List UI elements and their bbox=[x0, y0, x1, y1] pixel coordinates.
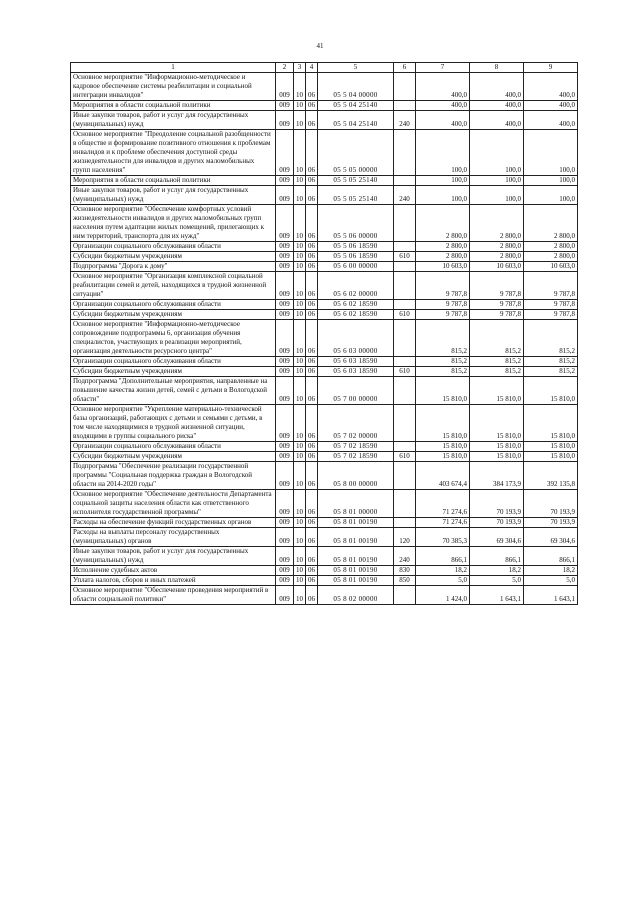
row-expense-type: 240 bbox=[394, 547, 416, 566]
row-amount-year1: 2 800,0 bbox=[416, 205, 470, 242]
row-subsection: 06 bbox=[306, 405, 318, 442]
row-amount-year2: 815,2 bbox=[470, 320, 524, 357]
row-name: Основное мероприятие "Обеспечение комфортных условий жизнедеятельности инвалидов и других маломобильных групп населения путем адаптации жилых помещений, прилегающих к ним территорий, транспорта для их нужд" bbox=[71, 205, 276, 242]
row-amount-year3: 400,0 bbox=[524, 101, 578, 111]
row-expense-type bbox=[394, 405, 416, 442]
row-subsection: 06 bbox=[306, 205, 318, 242]
row-expense-type bbox=[394, 130, 416, 176]
row-expense-type bbox=[394, 518, 416, 528]
table-row bbox=[71, 320, 578, 357]
row-expense-type bbox=[394, 462, 416, 490]
col-header: 9 bbox=[524, 63, 578, 73]
row-expense-type bbox=[394, 262, 416, 272]
row-section: 10 bbox=[294, 300, 306, 310]
row-subsection: 06 bbox=[306, 357, 318, 367]
col-header: 1 bbox=[71, 63, 276, 73]
row-amount-year3: 15 810,0 bbox=[524, 452, 578, 462]
row-target-article: 05 6 03 18590 bbox=[318, 367, 394, 377]
row-section: 10 bbox=[294, 357, 306, 367]
row-expense-type bbox=[394, 377, 416, 405]
row-subsection: 06 bbox=[306, 462, 318, 490]
row-section: 10 bbox=[294, 262, 306, 272]
row-name: Расходы на выплаты персоналу государственных (муниципальных) органов bbox=[71, 528, 276, 547]
row-amount-year3: 69 304,6 bbox=[524, 528, 578, 547]
row-amount-year3: 2 800,0 bbox=[524, 242, 578, 252]
row-amount-year2: 5,0 bbox=[470, 576, 524, 586]
col-header: 5 bbox=[318, 63, 394, 73]
row-subsection: 06 bbox=[306, 186, 318, 205]
row-amount-year1: 100,0 bbox=[416, 176, 470, 186]
row-target-article: 05 7 02 18590 bbox=[318, 452, 394, 462]
row-section: 10 bbox=[294, 367, 306, 377]
row-name: Основное мероприятие "Информационно-методическое сопровождение подпрограммы 6, организация обучения специалистов, участвующих в реализации мероприятий, организация деятельности ресурсного центра" bbox=[71, 320, 276, 357]
row-section: 10 bbox=[294, 586, 306, 605]
row-subsection: 06 bbox=[306, 176, 318, 186]
row-amount-year2: 815,2 bbox=[470, 357, 524, 367]
table-header-row bbox=[71, 63, 578, 73]
table-row bbox=[71, 377, 578, 405]
row-target-article: 05 6 02 18590 bbox=[318, 300, 394, 310]
row-amount-year3: 815,2 bbox=[524, 367, 578, 377]
row-amount-year3: 400,0 bbox=[524, 73, 578, 101]
row-target-article: 05 5 05 00000 bbox=[318, 130, 394, 176]
col-header: 8 bbox=[470, 63, 524, 73]
row-target-article: 05 5 06 18590 bbox=[318, 242, 394, 252]
row-target-article: 05 8 00 00000 bbox=[318, 462, 394, 490]
row-subsection: 06 bbox=[306, 242, 318, 252]
row-amount-year2: 70 193,9 bbox=[470, 490, 524, 518]
row-grbs: 009 bbox=[276, 586, 294, 605]
row-subsection: 06 bbox=[306, 272, 318, 300]
row-amount-year1: 15 810,0 bbox=[416, 377, 470, 405]
row-amount-year3: 2 800,0 bbox=[524, 252, 578, 262]
row-grbs: 009 bbox=[276, 462, 294, 490]
row-target-article: 05 5 04 25140 bbox=[318, 101, 394, 111]
row-expense-type bbox=[394, 176, 416, 186]
row-amount-year1: 400,0 bbox=[416, 101, 470, 111]
col-header: 2 bbox=[276, 63, 294, 73]
row-amount-year2: 2 800,0 bbox=[470, 252, 524, 262]
row-section: 10 bbox=[294, 442, 306, 452]
table-row bbox=[71, 452, 578, 462]
row-amount-year2: 15 810,0 bbox=[470, 442, 524, 452]
row-subsection: 06 bbox=[306, 262, 318, 272]
row-target-article: 05 6 03 18590 bbox=[318, 357, 394, 367]
table-row bbox=[71, 357, 578, 367]
row-section: 10 bbox=[294, 320, 306, 357]
row-amount-year1: 71 274,6 bbox=[416, 490, 470, 518]
row-section: 10 bbox=[294, 101, 306, 111]
row-grbs: 009 bbox=[276, 186, 294, 205]
row-amount-year3: 392 135,8 bbox=[524, 462, 578, 490]
row-target-article: 05 8 01 00190 bbox=[318, 528, 394, 547]
table-row bbox=[71, 547, 578, 566]
col-header: 4 bbox=[306, 63, 318, 73]
row-target-article: 05 5 06 00000 bbox=[318, 205, 394, 242]
row-amount-year2: 400,0 bbox=[470, 101, 524, 111]
row-subsection: 06 bbox=[306, 367, 318, 377]
row-amount-year2: 1 643,1 bbox=[470, 586, 524, 605]
row-name: Субсидии бюджетным учреждениям bbox=[71, 252, 276, 262]
row-amount-year3: 15 810,0 bbox=[524, 377, 578, 405]
table-row bbox=[71, 300, 578, 310]
row-amount-year1: 2 800,0 bbox=[416, 252, 470, 262]
row-name: Мероприятия в области социальной политики bbox=[71, 101, 276, 111]
col-header: 3 bbox=[294, 63, 306, 73]
row-subsection: 06 bbox=[306, 452, 318, 462]
row-amount-year2: 9 787,8 bbox=[470, 310, 524, 320]
row-name: Подпрограмма "Дополнительные мероприятия, направленные на повышение качества жизни детей, семей с детьми в Вологодской области" bbox=[71, 377, 276, 405]
row-subsection: 06 bbox=[306, 490, 318, 518]
row-amount-year2: 100,0 bbox=[470, 130, 524, 176]
table-row bbox=[71, 262, 578, 272]
row-amount-year1: 10 603,0 bbox=[416, 262, 470, 272]
row-grbs: 009 bbox=[276, 310, 294, 320]
row-grbs: 009 bbox=[276, 300, 294, 310]
row-name: Иные закупки товаров, работ и услуг для государственных (муниципальных) нужд bbox=[71, 186, 276, 205]
row-name: Основное мероприятие "Укрепление материально-технической базы организаций, работающих с детьми и семьями с детьми, в том числе находящимися в трудной жизненной ситуации, входящими в группы социального риска" bbox=[71, 405, 276, 442]
row-amount-year3: 15 810,0 bbox=[524, 405, 578, 442]
table-row bbox=[71, 101, 578, 111]
row-subsection: 06 bbox=[306, 130, 318, 176]
row-expense-type bbox=[394, 320, 416, 357]
row-subsection: 06 bbox=[306, 252, 318, 262]
row-grbs: 009 bbox=[276, 528, 294, 547]
row-subsection: 06 bbox=[306, 566, 318, 576]
row-amount-year3: 866,1 bbox=[524, 547, 578, 566]
row-amount-year1: 71 274,6 bbox=[416, 518, 470, 528]
row-amount-year2: 400,0 bbox=[470, 111, 524, 130]
row-expense-type: 850 bbox=[394, 576, 416, 586]
row-target-article: 05 5 06 18590 bbox=[318, 252, 394, 262]
row-name: Иные закупки товаров, работ и услуг для государственных (муниципальных) нужд bbox=[71, 547, 276, 566]
row-grbs: 009 bbox=[276, 452, 294, 462]
row-amount-year2: 2 800,0 bbox=[470, 205, 524, 242]
row-amount-year2: 2 800,0 bbox=[470, 242, 524, 252]
row-section: 10 bbox=[294, 377, 306, 405]
table-row bbox=[71, 205, 578, 242]
table-row bbox=[71, 405, 578, 442]
row-expense-type bbox=[394, 101, 416, 111]
row-expense-type bbox=[394, 442, 416, 452]
row-amount-year2: 70 193,9 bbox=[470, 518, 524, 528]
row-expense-type: 610 bbox=[394, 252, 416, 262]
row-expense-type bbox=[394, 300, 416, 310]
row-amount-year1: 15 810,0 bbox=[416, 442, 470, 452]
row-section: 10 bbox=[294, 405, 306, 442]
row-section: 10 bbox=[294, 130, 306, 176]
row-expense-type: 240 bbox=[394, 186, 416, 205]
row-amount-year2: 69 304,6 bbox=[470, 528, 524, 547]
row-grbs: 009 bbox=[276, 130, 294, 176]
row-target-article: 05 8 01 00190 bbox=[318, 576, 394, 586]
table-row bbox=[71, 528, 578, 547]
row-target-article: 05 6 02 00000 bbox=[318, 272, 394, 300]
row-subsection: 06 bbox=[306, 73, 318, 101]
col-header: 7 bbox=[416, 63, 470, 73]
row-target-article: 05 8 01 00190 bbox=[318, 547, 394, 566]
row-grbs: 009 bbox=[276, 490, 294, 518]
row-amount-year2: 384 173,9 bbox=[470, 462, 524, 490]
row-amount-year3: 9 787,8 bbox=[524, 300, 578, 310]
row-amount-year3: 15 810,0 bbox=[524, 442, 578, 452]
row-amount-year1: 815,2 bbox=[416, 320, 470, 357]
row-section: 10 bbox=[294, 518, 306, 528]
row-expense-type bbox=[394, 357, 416, 367]
row-subsection: 06 bbox=[306, 576, 318, 586]
row-grbs: 009 bbox=[276, 547, 294, 566]
row-target-article: 05 6 02 18590 bbox=[318, 310, 394, 320]
row-amount-year1: 866,1 bbox=[416, 547, 470, 566]
row-name: Расходы на обеспечение функций государственных органов bbox=[71, 518, 276, 528]
row-subsection: 06 bbox=[306, 518, 318, 528]
row-expense-type bbox=[394, 73, 416, 101]
row-expense-type: 120 bbox=[394, 528, 416, 547]
row-section: 10 bbox=[294, 176, 306, 186]
row-section: 10 bbox=[294, 462, 306, 490]
row-target-article: 05 6 00 00000 bbox=[318, 262, 394, 272]
row-amount-year2: 15 810,0 bbox=[470, 377, 524, 405]
row-subsection: 06 bbox=[306, 442, 318, 452]
table-row bbox=[71, 111, 578, 130]
row-grbs: 009 bbox=[276, 518, 294, 528]
row-grbs: 009 bbox=[276, 252, 294, 262]
row-amount-year1: 2 800,0 bbox=[416, 242, 470, 252]
row-expense-type bbox=[394, 586, 416, 605]
row-subsection: 06 bbox=[306, 111, 318, 130]
row-amount-year1: 100,0 bbox=[416, 130, 470, 176]
col-header: 6 bbox=[394, 63, 416, 73]
budget-table bbox=[70, 62, 578, 605]
row-target-article: 05 7 02 00000 bbox=[318, 405, 394, 442]
row-target-article: 05 8 01 00190 bbox=[318, 518, 394, 528]
row-grbs: 009 bbox=[276, 176, 294, 186]
table-row bbox=[71, 462, 578, 490]
row-name: Организации социального обслуживания области bbox=[71, 242, 276, 252]
row-target-article: 05 5 04 25140 bbox=[318, 111, 394, 130]
row-section: 10 bbox=[294, 452, 306, 462]
row-subsection: 06 bbox=[306, 101, 318, 111]
row-grbs: 009 bbox=[276, 357, 294, 367]
row-amount-year1: 70 385,3 bbox=[416, 528, 470, 547]
row-amount-year1: 5,0 bbox=[416, 576, 470, 586]
row-amount-year1: 15 810,0 bbox=[416, 405, 470, 442]
row-amount-year2: 15 810,0 bbox=[470, 405, 524, 442]
table-row bbox=[71, 73, 578, 101]
row-grbs: 009 bbox=[276, 111, 294, 130]
row-amount-year3: 70 193,9 bbox=[524, 518, 578, 528]
row-grbs: 009 bbox=[276, 405, 294, 442]
row-amount-year2: 100,0 bbox=[470, 186, 524, 205]
table-row bbox=[71, 442, 578, 452]
row-amount-year1: 100,0 bbox=[416, 186, 470, 205]
table-row bbox=[71, 176, 578, 186]
table-row bbox=[71, 367, 578, 377]
row-amount-year3: 70 193,9 bbox=[524, 490, 578, 518]
row-name: Основное мероприятие "Организация комплексной социальной реабилитации семей и детей, находящихся в трудной жизненной ситуации" bbox=[71, 272, 276, 300]
table-row bbox=[71, 130, 578, 176]
table-row bbox=[71, 576, 578, 586]
row-target-article: 05 7 02 18590 bbox=[318, 442, 394, 452]
row-amount-year2: 815,2 bbox=[470, 367, 524, 377]
row-target-article: 05 7 00 00000 bbox=[318, 377, 394, 405]
table-row bbox=[71, 242, 578, 252]
table-row bbox=[71, 566, 578, 576]
row-amount-year3: 9 787,8 bbox=[524, 310, 578, 320]
row-grbs: 009 bbox=[276, 73, 294, 101]
row-subsection: 06 bbox=[306, 528, 318, 547]
row-target-article: 05 8 01 00190 bbox=[318, 566, 394, 576]
row-amount-year2: 10 603,0 bbox=[470, 262, 524, 272]
row-name: Субсидии бюджетным учреждениям bbox=[71, 310, 276, 320]
row-name: Подпрограмма "Дорога к дому" bbox=[71, 262, 276, 272]
page-number: 41 bbox=[316, 42, 324, 50]
row-amount-year1: 9 787,8 bbox=[416, 310, 470, 320]
table-row bbox=[71, 586, 578, 605]
row-name: Субсидии бюджетным учреждениям bbox=[71, 452, 276, 462]
row-expense-type bbox=[394, 272, 416, 300]
table-row bbox=[71, 252, 578, 262]
table-row bbox=[71, 310, 578, 320]
row-section: 10 bbox=[294, 576, 306, 586]
row-expense-type bbox=[394, 242, 416, 252]
row-name: Организации социального обслуживания области bbox=[71, 357, 276, 367]
row-amount-year2: 15 810,0 bbox=[470, 452, 524, 462]
row-amount-year3: 815,2 bbox=[524, 320, 578, 357]
row-amount-year3: 1 643,1 bbox=[524, 586, 578, 605]
row-amount-year3: 400,0 bbox=[524, 111, 578, 130]
row-amount-year3: 100,0 bbox=[524, 130, 578, 176]
row-grbs: 009 bbox=[276, 242, 294, 252]
row-name: Основное мероприятие "Информационно-методическое и кадровое обеспечение системы реабилитации и социальной интеграции инвалидов" bbox=[71, 73, 276, 101]
table-row bbox=[71, 518, 578, 528]
row-grbs: 009 bbox=[276, 262, 294, 272]
row-expense-type: 610 bbox=[394, 452, 416, 462]
row-name: Организации социального обслуживания области bbox=[71, 442, 276, 452]
row-target-article: 05 6 03 00000 bbox=[318, 320, 394, 357]
row-section: 10 bbox=[294, 186, 306, 205]
row-expense-type: 610 bbox=[394, 310, 416, 320]
row-amount-year3: 100,0 bbox=[524, 176, 578, 186]
row-expense-type: 830 bbox=[394, 566, 416, 576]
row-expense-type: 240 bbox=[394, 111, 416, 130]
row-name: Подпрограмма "Обеспечение реализации государственной программы "Социальная поддержка граждан в Вологодской области на 2014-2020 годы" bbox=[71, 462, 276, 490]
row-section: 10 bbox=[294, 242, 306, 252]
row-name: Основное мероприятие "Преодоление социальной разобщенности в обществе и формирование позитивного отношения к проблемам инвалидов и к проблеме обеспечения доступной среды жизнедеятельности для инвалидов и других маломобильных групп населения" bbox=[71, 130, 276, 176]
row-section: 10 bbox=[294, 73, 306, 101]
row-section: 10 bbox=[294, 566, 306, 576]
row-subsection: 06 bbox=[306, 320, 318, 357]
row-grbs: 009 bbox=[276, 442, 294, 452]
row-grbs: 009 bbox=[276, 576, 294, 586]
row-amount-year3: 5,0 bbox=[524, 576, 578, 586]
row-grbs: 009 bbox=[276, 101, 294, 111]
table-row bbox=[71, 186, 578, 205]
row-grbs: 009 bbox=[276, 367, 294, 377]
row-amount-year2: 9 787,8 bbox=[470, 300, 524, 310]
row-name: Организации социального обслуживания области bbox=[71, 300, 276, 310]
row-amount-year2: 100,0 bbox=[470, 176, 524, 186]
row-target-article: 05 8 02 00000 bbox=[318, 586, 394, 605]
row-section: 10 bbox=[294, 528, 306, 547]
row-amount-year1: 15 810,0 bbox=[416, 452, 470, 462]
row-section: 10 bbox=[294, 252, 306, 262]
row-amount-year3: 18,2 bbox=[524, 566, 578, 576]
row-amount-year3: 10 603,0 bbox=[524, 262, 578, 272]
row-amount-year1: 403 674,4 bbox=[416, 462, 470, 490]
row-expense-type bbox=[394, 205, 416, 242]
row-name: Иные закупки товаров, работ и услуг для государственных (муниципальных) нужд bbox=[71, 111, 276, 130]
row-amount-year3: 2 800,0 bbox=[524, 205, 578, 242]
row-amount-year3: 815,2 bbox=[524, 357, 578, 367]
row-name: Уплата налогов, сборов и иных платежей bbox=[71, 576, 276, 586]
row-name: Субсидии бюджетным учреждениям bbox=[71, 367, 276, 377]
row-target-article: 05 5 04 00000 bbox=[318, 73, 394, 101]
row-target-article: 05 8 01 00000 bbox=[318, 490, 394, 518]
row-subsection: 06 bbox=[306, 300, 318, 310]
row-amount-year2: 400,0 bbox=[470, 73, 524, 101]
row-expense-type: 610 bbox=[394, 367, 416, 377]
row-section: 10 bbox=[294, 490, 306, 518]
row-section: 10 bbox=[294, 272, 306, 300]
row-amount-year1: 9 787,8 bbox=[416, 300, 470, 310]
row-amount-year3: 9 787,8 bbox=[524, 272, 578, 300]
row-target-article: 05 5 05 25140 bbox=[318, 186, 394, 205]
row-name: Мероприятия в области социальной политики bbox=[71, 176, 276, 186]
row-grbs: 009 bbox=[276, 272, 294, 300]
row-target-article: 05 5 05 25140 bbox=[318, 176, 394, 186]
row-amount-year1: 815,2 bbox=[416, 367, 470, 377]
row-amount-year1: 18,2 bbox=[416, 566, 470, 576]
row-amount-year3: 100,0 bbox=[524, 186, 578, 205]
row-name: Основное мероприятие "Обеспечение проведения мероприятий в области социальной политики" bbox=[71, 586, 276, 605]
row-section: 10 bbox=[294, 111, 306, 130]
row-subsection: 06 bbox=[306, 377, 318, 405]
row-grbs: 009 bbox=[276, 320, 294, 357]
row-amount-year1: 400,0 bbox=[416, 73, 470, 101]
row-section: 10 bbox=[294, 547, 306, 566]
row-section: 10 bbox=[294, 205, 306, 242]
row-grbs: 009 bbox=[276, 205, 294, 242]
row-grbs: 009 bbox=[276, 377, 294, 405]
row-section: 10 bbox=[294, 310, 306, 320]
row-amount-year1: 1 424,0 bbox=[416, 586, 470, 605]
row-amount-year2: 9 787,8 bbox=[470, 272, 524, 300]
row-amount-year1: 400,0 bbox=[416, 111, 470, 130]
row-subsection: 06 bbox=[306, 547, 318, 566]
table-row bbox=[71, 272, 578, 300]
row-amount-year2: 18,2 bbox=[470, 566, 524, 576]
row-subsection: 06 bbox=[306, 310, 318, 320]
row-subsection: 06 bbox=[306, 586, 318, 605]
row-amount-year1: 9 787,8 bbox=[416, 272, 470, 300]
row-expense-type bbox=[394, 490, 416, 518]
row-name: Исполнение судебных актов bbox=[71, 566, 276, 576]
row-name: Основное мероприятие "Обеспечение деятельности Департамента социальной защиты населения области как ответственного исполнителя государственной программы" bbox=[71, 490, 276, 518]
row-amount-year2: 866,1 bbox=[470, 547, 524, 566]
row-amount-year1: 815,2 bbox=[416, 357, 470, 367]
table-row bbox=[71, 490, 578, 518]
row-grbs: 009 bbox=[276, 566, 294, 576]
